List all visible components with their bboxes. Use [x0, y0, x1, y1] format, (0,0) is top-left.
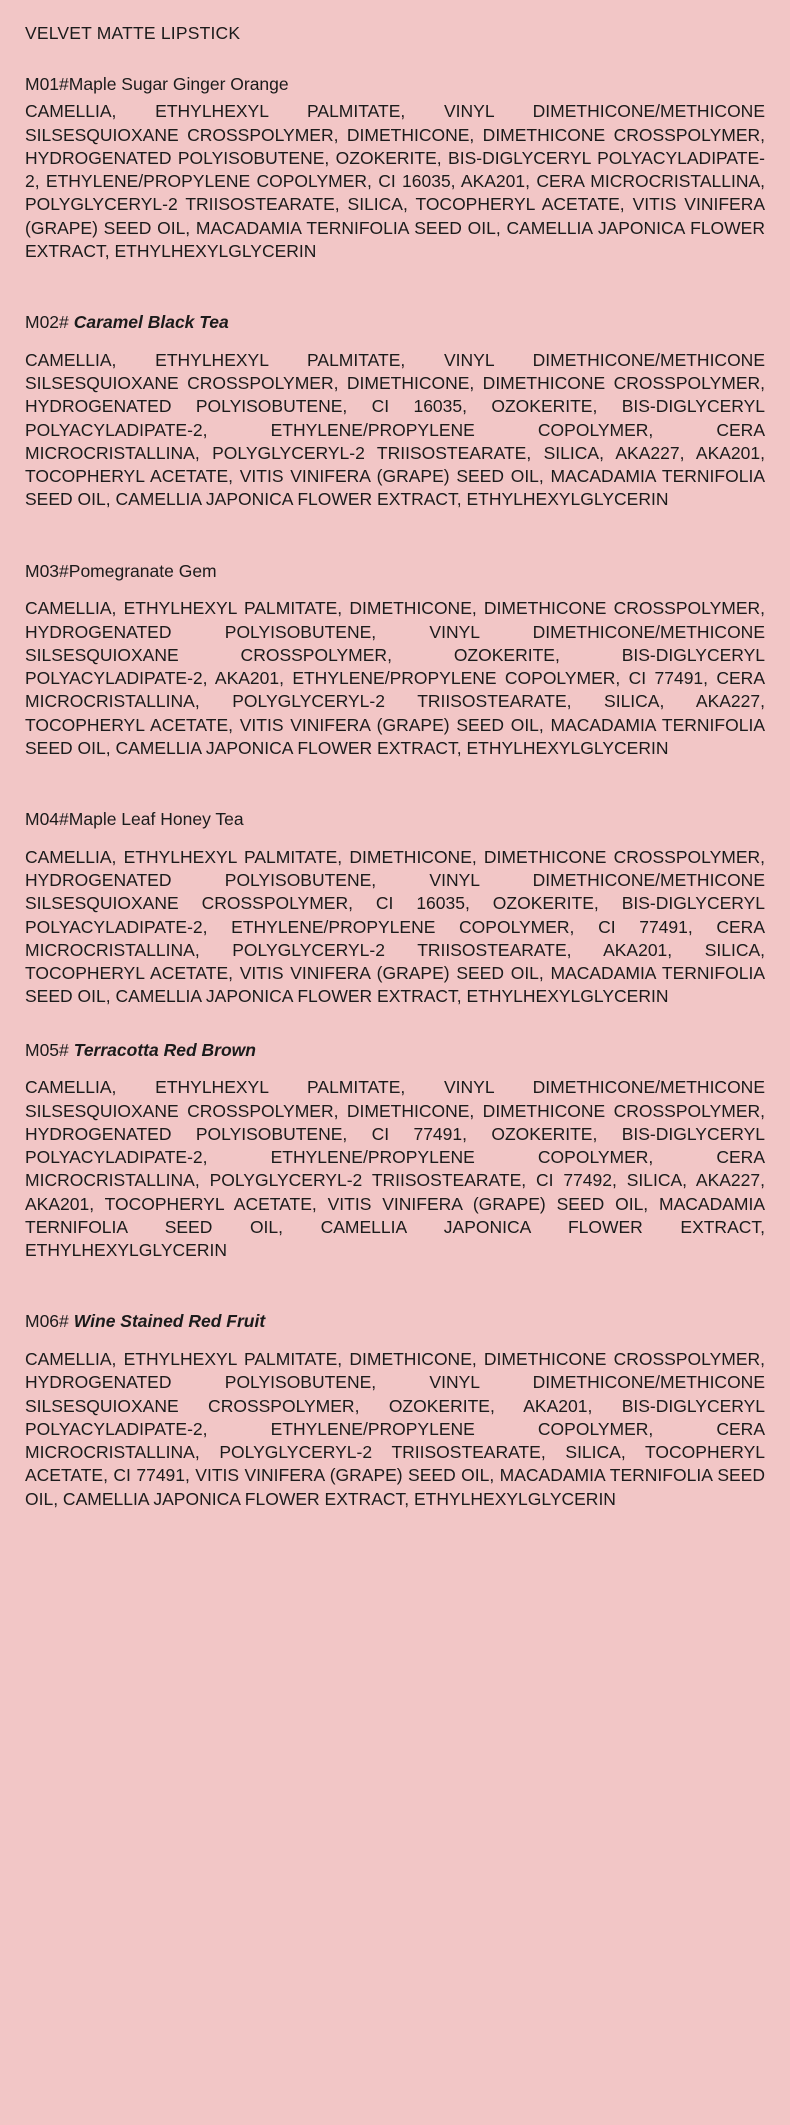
- shade-heading: [25, 560, 765, 584]
- shade-ingredients: CAMELLIA, ETHYLHEXYL PALMITATE, VINYL DIMETHICONE/METHICONE SILSESQUIOXANE CROSSPOLYMER, DIMETHICONE, DIMETHICONE CROSSPOLYMER, HYDROGENATED POLYISOBUTENE, OZOKERITE, BIS-DIGLYCERYL POLYACYLADIPATE-2, ETHYLENE/PROPYLENE COPOLYMER, CI 16035, AKA201, CERA MICROCRISTALLINA, POLYGLYCERYL-2 TRIISOSTEARATE, SILICA, TOCOPHERYL ACETATE, VITIS VINIFERA (GRAPE) SEED OIL, MACADAMIA TERNIFOLIA SEED OIL, CAMELLIA JAPONICA FLOWER EXTRACT, ETHYLHEXYLGLYCERIN: [25, 101, 765, 261]
- heading-gap: [25, 836, 765, 846]
- shade-ingredients: CAMELLIA, ETHYLHEXYL PALMITATE, DIMETHICONE, DIMETHICONE CROSSPOLYMER, HYDROGENATED POLYISOBUTENE, VINYL DIMETHICONE/METHICONE SILSESQUIOXANE CROSSPOLYMER, OZOKERITE, AKA201, BIS-DIGLYCERYL POLYACYLADIPATE-2, ETHYLENE/PROPYLENE COPOLYMER, CERA MICROCRISTALLINA, POLYGLYCERYL-2 TRIISOSTEARATE, SILICA, TOCOPHERYL ACETATE, CI 77491, VITIS VINIFERA (GRAPE) SEED OIL, MACADAMIA TERNIFOLIA SEED OIL, CAMELLIA JAPONICA FLOWER EXTRACT, ETHYLHEXYLGLYCERIN: [25, 1349, 765, 1509]
- shade-code: M03#: [25, 560, 69, 581]
- shade-heading: [25, 73, 765, 97]
- shade-code: M02#: [25, 312, 69, 333]
- shade-heading: [25, 808, 765, 832]
- shade-block-m04: [25, 808, 765, 1008]
- shade-heading: [25, 1310, 765, 1334]
- heading-gap: [25, 1066, 765, 1076]
- shade-name: Maple Sugar Ginger Orange: [68, 73, 289, 94]
- shade-name: Pomegranate Gem: [68, 560, 217, 581]
- shade-code: M04#: [25, 809, 69, 830]
- heading-gap: [25, 587, 765, 597]
- shade-code: M01#: [25, 73, 69, 94]
- shade-code: M06#: [25, 1311, 69, 1332]
- page-title: VELVET MATTE LIPSTICK: [25, 23, 241, 43]
- section-spacer: [25, 790, 765, 808]
- heading-gap: [25, 339, 765, 349]
- shade-name: Maple Leaf Honey Tea: [68, 809, 244, 830]
- shade-block-m05: [25, 1039, 765, 1263]
- section-spacer: [25, 293, 765, 311]
- shade-heading: [25, 1039, 765, 1063]
- shade-name: Wine Stained Red Fruit: [73, 1311, 266, 1332]
- shade-ingredients: CAMELLIA, ETHYLHEXYL PALMITATE, DIMETHICONE, DIMETHICONE CROSSPOLYMER, HYDROGENATED POLYISOBUTENE, VINYL DIMETHICONE/METHICONE SILSESQUIOXANE CROSSPOLYMER, CI 16035, OZOKERITE, BIS-DIGLYCERYL POLYACYLADIPATE-2, ETHYLENE/PROPYLENE COPOLYMER, CI 77491, CERA MICROCRISTALLINA, POLYGLYCERYL-2 TRIISOSTEARATE, AKA201, SILICA, TOCOPHERYL ACETATE, VITIS VINIFERA (GRAPE) SEED OIL, MACADAMIA TERNIFOLIA SEED OIL, CAMELLIA JAPONICA FLOWER EXTRACT, ETHYLHEXYLGLYCERIN: [25, 846, 765, 1007]
- shade-ingredients: CAMELLIA, ETHYLHEXYL PALMITATE, DIMETHICONE, DIMETHICONE CROSSPOLYMER, HYDROGENATED POLYISOBUTENE, VINYL DIMETHICONE/METHICONE SILSESQUIOXANE CROSSPOLYMER, OZOKERITE, BIS-DIGLYCERYL POLYACYLADIPATE-2, AKA201, ETHYLENE/PROPYLENE COPOLYMER, CI 77491, CERA MICROCRISTALLINA, POLYGLYCERYL-2 TRIISOSTEARATE, SILICA, AKA227, TOCOPHERYL ACETATE, VITIS VINIFERA (GRAPE) SEED OIL, MACADAMIA TERNIFOLIA SEED OIL, CAMELLIA JAPONICA FLOWER EXTRACT, ETHYLHEXYLGLYCERIN: [25, 598, 765, 758]
- shade-block-m02: [25, 311, 765, 511]
- shade-name: Caramel Black Tea: [73, 312, 229, 333]
- section-spacer: [25, 542, 765, 560]
- heading-gap: [25, 1338, 765, 1348]
- shade-block-m01: [25, 73, 765, 263]
- shade-heading: [25, 311, 765, 335]
- shade-block-m06: [25, 1310, 765, 1510]
- shade-ingredients: CAMELLIA, ETHYLHEXYL PALMITATE, VINYL DIMETHICONE/METHICONE SILSESQUIOXANE CROSSPOLYMER, DIMETHICONE, DIMETHICONE CROSSPOLYMER, HYDROGENATED POLYISOBUTENE, CI 16035, OZOKERITE, BIS-DIGLYCERYL POLYACYLADIPATE-2, ETHYLENE/PROPYLENE COPOLYMER, CERA MICROCRISTALLINA, POLYGLYCERYL-2 TRIISOSTEARATE, SILICA, AKA227, AKA201, TOCOPHERYL ACETATE, VITIS VINIFERA (GRAPE) SEED OIL, MACADAMIA TERNIFOLIA SEED OIL, CAMELLIA JAPONICA FLOWER EXTRACT, ETHYLHEXYLGLYCERIN: [25, 349, 765, 510]
- shade-block-m03: [25, 560, 765, 760]
- section-spacer: [25, 1292, 765, 1310]
- shade-code: M05#: [25, 1039, 69, 1060]
- shade-ingredients: CAMELLIA, ETHYLHEXYL PALMITATE, VINYL DIMETHICONE/METHICONE SILSESQUIOXANE CROSSPOLYMER, DIMETHICONE, DIMETHICONE CROSSPOLYMER, HYDROGENATED POLYISOBUTENE, CI 77491, OZOKERITE, BIS-DIGLYCERYL POLYACYLADIPATE-2, ETHYLENE/PROPYLENE COPOLYMER, CERA MICROCRISTALLINA, POLYGLYCERYL-2 TRIISOSTEARATE, CI 77492, SILICA, AKA227, AKA201, TOCOPHERYL ACETATE, VITIS VINIFERA (GRAPE) SEED OIL, MACADAMIA TERNIFOLIA SEED OIL, CAMELLIA JAPONICA FLOWER EXTRACT, ETHYLHEXYLGLYCERIN: [25, 1077, 765, 1261]
- shade-name: Terracotta Red Brown: [73, 1039, 256, 1060]
